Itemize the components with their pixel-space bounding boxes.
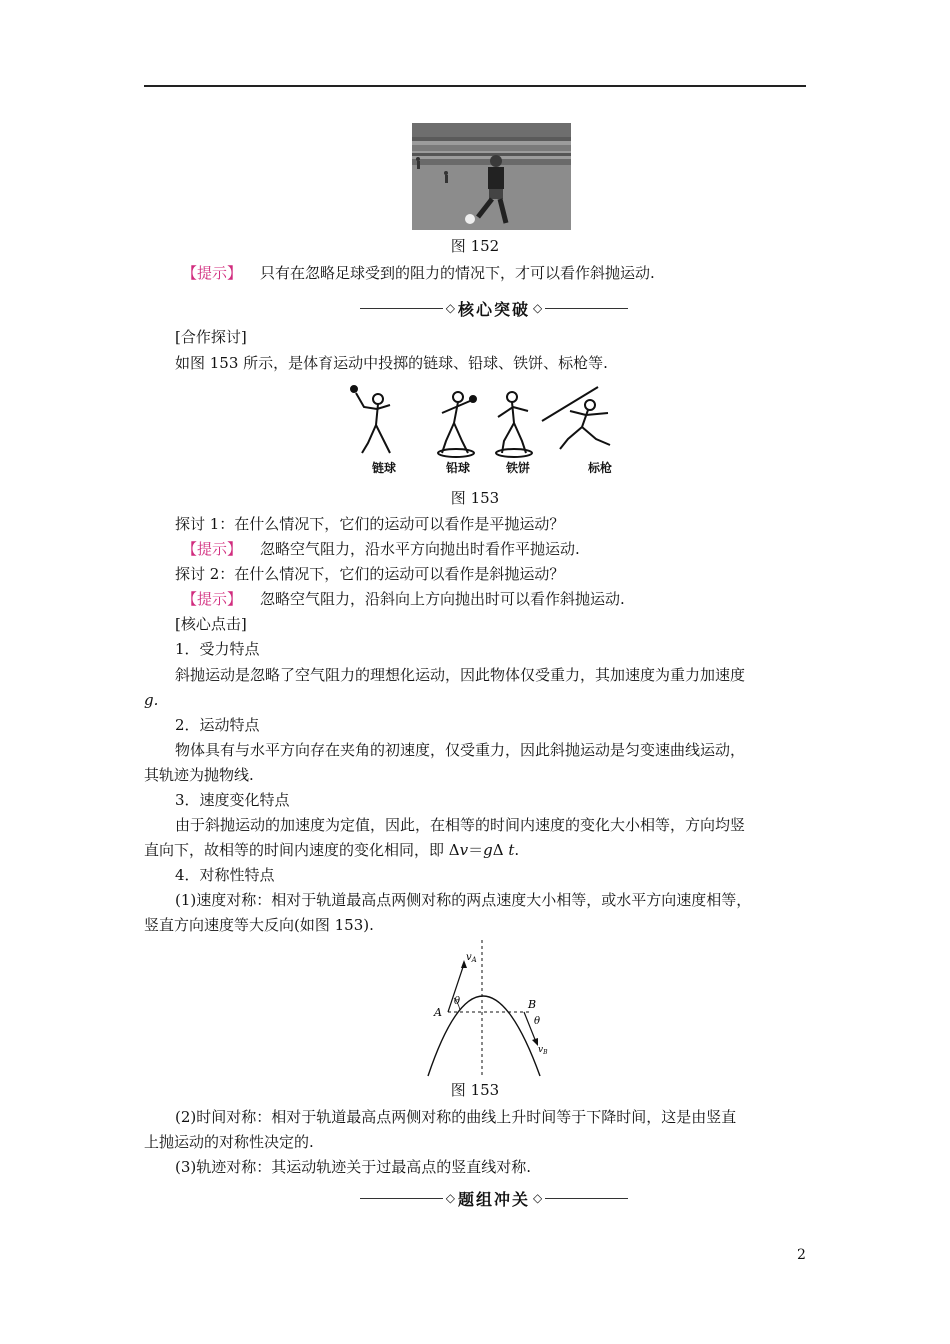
subheading: [核心点击]	[175, 615, 247, 633]
athlete-label: 标枪	[588, 461, 613, 475]
paragraph: 其轨迹为抛物线.	[144, 766, 254, 784]
hint-line	[182, 588, 625, 610]
paragraph: 竖直方向速度等大反向(如图 153).	[144, 916, 374, 934]
athlete-label: 铅球	[446, 461, 471, 475]
athlete-label: 铁饼	[506, 461, 531, 475]
question: 探讨 2：在什么情况下，它们的运动可以看作是斜抛运动？	[175, 565, 565, 583]
trajectory-diagram	[420, 938, 560, 1078]
section-header-drill: ◇ 题组冲关 ◇	[360, 1186, 628, 1210]
hint-label: 【提示】	[182, 540, 243, 558]
paragraph: (3)轨迹对称：其运动轨迹关于过最高点的竖直线对称.	[175, 1158, 532, 1176]
paragraph: g.	[144, 691, 159, 709]
paragraph: 由于斜抛运动的加速度为定值，因此，在相等的时间内速度的变化大小相等，方向均竖	[175, 816, 746, 834]
figure-caption: 图 152	[450, 237, 500, 255]
label-vA: $v_A$	[466, 952, 477, 964]
figure-caption: 图 153	[450, 489, 500, 507]
throwing-athletes-figure	[350, 383, 640, 479]
paragraph: 如图 153 所示，是体育运动中投掷的链球、铅球、铁饼、标枪等.	[175, 354, 608, 372]
subheading: [合作探讨]	[175, 328, 247, 346]
point-title: 4．对称性特点	[175, 866, 275, 884]
question: 探讨 1：在什么情况下，它们的运动可以看作是平抛运动？	[175, 515, 565, 533]
section-title: 核心突破	[458, 299, 531, 319]
point-title: 3．速度变化特点	[175, 791, 290, 809]
point-title: 2．运动特点	[175, 716, 260, 734]
label-B: B	[528, 998, 537, 1011]
hint-text: 只有在忽略足球受到的阻力的情况下，才可以看作斜抛运动.	[260, 264, 655, 282]
section-title: 题组冲关	[458, 1189, 531, 1209]
section-header-core: ◇ 核心突破 ◇	[360, 296, 628, 320]
label-A: A	[434, 1006, 442, 1019]
page-number: 2	[797, 1247, 806, 1263]
paragraph: 斜抛运动是忽略了空气阻力的理想化运动，因此物体仅受重力，其加速度为重力加速度	[175, 666, 746, 684]
figure-caption: 图 153	[450, 1081, 500, 1099]
paragraph: 物体具有与水平方向存在夹角的初速度，仅受重力，因此斜抛运动是匀变速曲线运动，	[175, 741, 746, 759]
hint-line	[182, 262, 655, 284]
paragraph: (2)时间对称：相对于轨道最高点两侧对称的曲线上升时间等于下降时间，这是由竖直	[175, 1108, 737, 1126]
paragraph: (1)速度对称：相对于轨道最高点两侧对称的两点速度大小相等，或水平方向速度相等，	[175, 891, 752, 909]
athlete-label: 链球	[372, 461, 397, 475]
hint-label: 【提示】	[182, 590, 243, 608]
hint-label: 【提示】	[182, 264, 243, 282]
header-rule	[144, 85, 806, 87]
label-theta: θ	[534, 1016, 541, 1027]
hint-text: 忽略空气阻力，沿水平方向抛出时看作平抛运动.	[260, 540, 580, 558]
label-theta: θ	[454, 996, 461, 1007]
hint-text: 忽略空气阻力，沿斜向上方向抛出时可以看作斜抛运动.	[260, 590, 625, 608]
paragraph: 直向下，故相等的时间内速度的变化相同，即 Δv＝gΔ t.	[144, 841, 520, 859]
paragraph: 上抛运动的对称性决定的.	[144, 1133, 314, 1151]
soccer-photo	[412, 123, 571, 230]
label-vB: $v_B$	[538, 1045, 548, 1056]
point-title: 1．受力特点	[175, 640, 260, 658]
hint-line	[182, 538, 580, 560]
